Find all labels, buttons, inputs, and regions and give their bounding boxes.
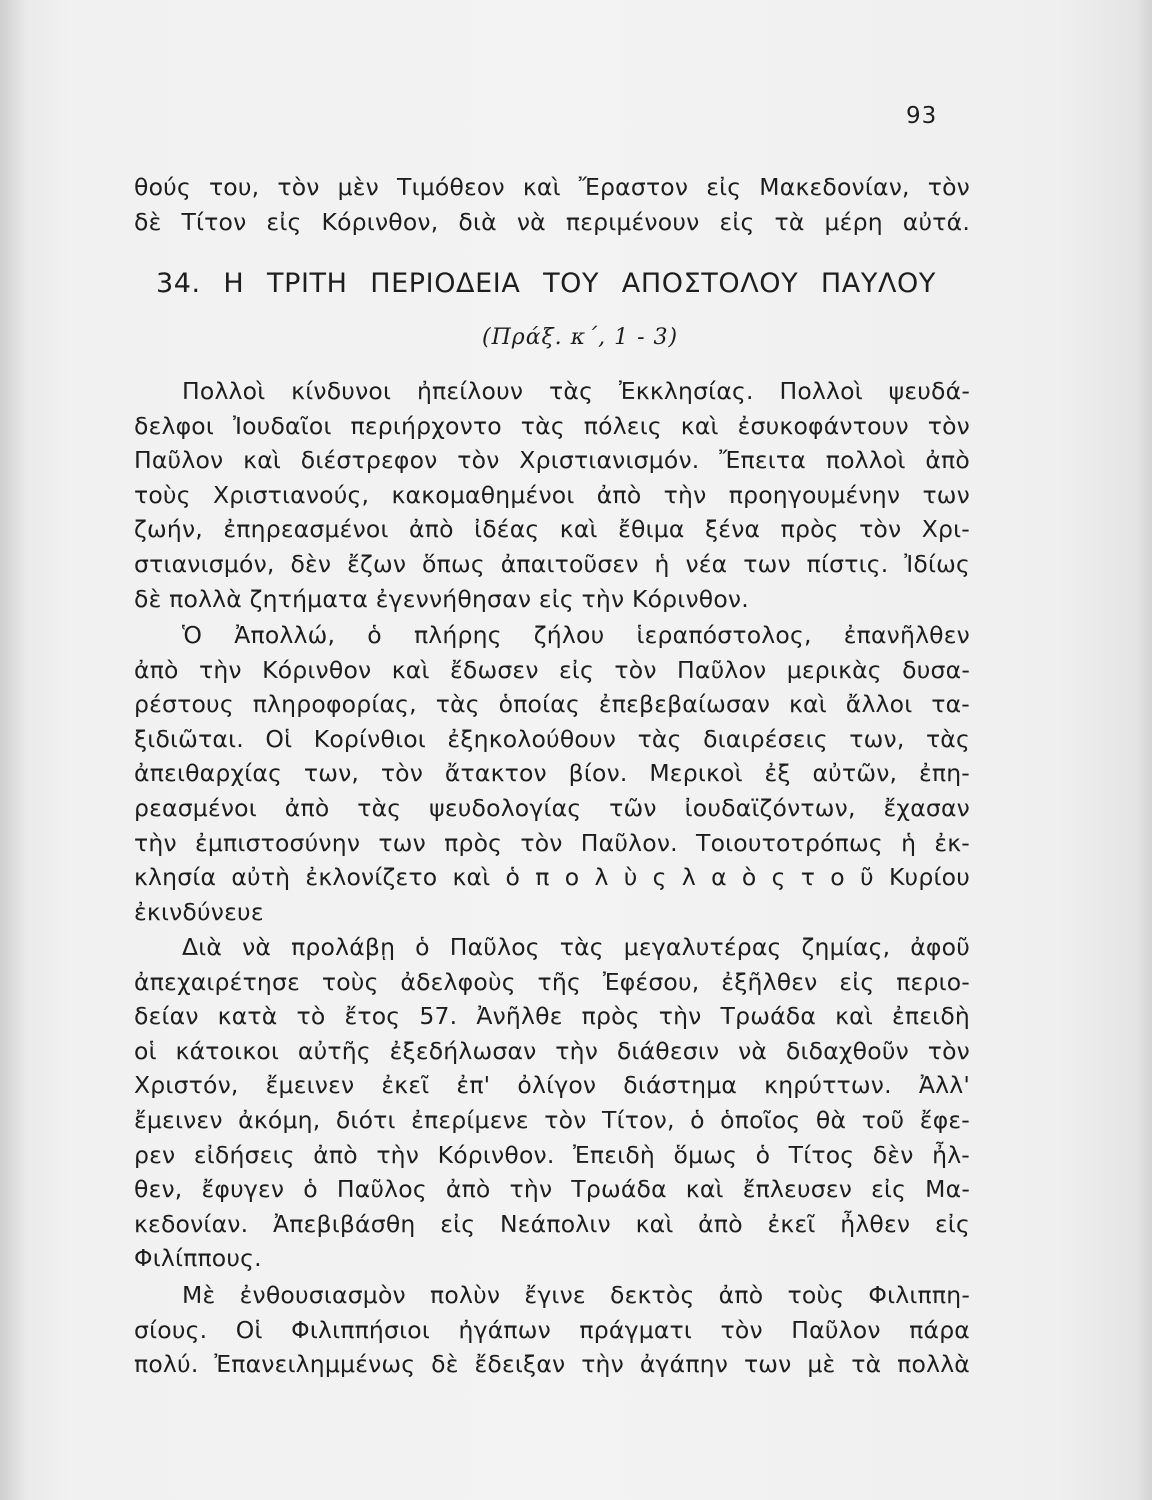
text-line: Παῦλον καὶ διέστρεφον τὸν Χριστιανισμόν. Ἔπειτα πολλοὶ ἀπὸ xyxy=(134,446,970,475)
text-line: θούς του, τὸν μὲν Τιμόθεον καὶ Ἔραστον εἰς Μακεδονίαν, τὸν xyxy=(134,173,970,201)
text-line: ρέστους πληροφορίας, τὰς ὁποίας ἐπεβεβαίωσαν καὶ ἄλλοι τα- xyxy=(134,690,970,719)
text-line: ρεν εἰδήσεις ἀπὸ τὴν Κόρινθον. Ἐπειδὴ ὅμως ὁ Τίτος δὲν ἦλ- xyxy=(134,1140,970,1169)
text-line: δελφοι Ἰουδαῖοι περιήρχοντο τὰς πόλεις καὶ ἐσυκοφάντουν τὸν xyxy=(134,411,970,440)
text-line: Φιλίππους. xyxy=(134,1244,262,1273)
text-line: δὲ Τίτον εἰς Κόρινθον, διὰ νὰ περιμένουν εἰς τὰ μέρη αὐτά. xyxy=(134,207,970,236)
text-line: τοὺς Χριστιανούς, κακομαθημένοι ἀπὸ τὴν προηγουμένην των xyxy=(134,480,970,509)
text-line: οἱ κάτοικοι αὐτῆς ἐξεδήλωσαν τὴν διάθεσιν νὰ διδαχθοῦν τὸν xyxy=(134,1036,970,1065)
text-line: δείαν κατὰ τὸ ἔτος 57. Ἀνῆλθε πρὸς τὴν Τρωάδα καὶ ἐπειδὴ xyxy=(134,1002,970,1031)
text-line: ἀπεχαιρέτησε τοὺς ἀδελφοὺς τῆς Ἐφέσου, ἐξῆλθεν εἰς περιο- xyxy=(134,967,970,996)
paragraph xyxy=(134,374,970,616)
intro-paragraph xyxy=(134,170,970,239)
text-line: τὴν ἐμπιστοσύνην των πρὸς τὸν Παῦλον. Τοιουτοτρόπως ἡ ἐκ- xyxy=(134,828,970,857)
paragraph xyxy=(134,618,970,929)
text-line: ζωήν, ἐπηρεασμένοι ἀπὸ ἰδέας καὶ ἔθιμα ξένα πρὸς τὸν Χρι- xyxy=(134,515,970,544)
text-line: Πολλοὶ κίνδυνοι ἠπείλουν τὰς Ἐκκλησίας. Πολλοὶ ψευδά- xyxy=(182,377,970,405)
page-edge-shadow xyxy=(1136,0,1152,1500)
page-number: 93 xyxy=(906,103,938,129)
text-line: ἐκινδύνευε xyxy=(134,897,264,926)
text-line: Ὁ Ἀπολλώ, ὁ πλήρης ζήλου ἱεραπόστολος, ἐπανῆλθεν xyxy=(182,621,970,649)
text-line: ἀπειθαρχίας των, τὸν ἄτακτον βίον. Μερικοὶ ἐξ αὐτῶν, ἐπη- xyxy=(134,759,970,788)
paragraph xyxy=(134,930,970,1276)
text-line: Μὲ ἐνθουσιασμὸν πολὺν ἔγινε δεκτὸς ἀπὸ τοὺς Φιλιππη- xyxy=(182,1281,970,1309)
paragraph xyxy=(134,1278,970,1382)
spine-shadow xyxy=(0,0,26,1500)
text-line: δὲ πολλὰ ζητήματα ἐγεννήθησαν εἰς τὴν Κόρινθον. xyxy=(134,584,749,613)
section-heading: 34. Η ΤΡΙΤΗ ΠΕΡΙΟΔΕΙΑ ΤΟΥ ΑΠΟΣΤΟΛΟΥ ΠΑΥΛΟΥ xyxy=(156,268,936,299)
scripture-reference: (Πράξ. κ΄, 1 - 3) xyxy=(482,325,679,350)
text-line: ρεασμένοι ἀπὸ τὰς ψευδολογίας τῶν ἰουδαϊζόντων, ἔχασαν xyxy=(134,793,970,822)
text-line: κεδονίαν. Ἀπεβιβάσθη εἰς Νεάπολιν καὶ ἀπὸ ἐκεῖ ἦλθεν εἰς xyxy=(134,1209,970,1238)
text-line: σίους. Οἱ Φιλιππήσιοι ἠγάπων πράγματι τὸν Παῦλον πάρα xyxy=(134,1315,970,1344)
text-line: στιανισμόν, δὲν ἔζων ὅπως ἀπαιτοῦσεν ἡ νέα των πίστις. Ἰδίως xyxy=(134,549,970,578)
text-line: πολύ. Ἐπανειλημμένως δὲ ἔδειξαν τὴν ἀγάπην των μὲ τὰ πολλὰ xyxy=(134,1350,970,1379)
text-line: ἀπὸ τὴν Κόρινθον καὶ ἔδωσεν εἰς τὸν Παῦλον μερικὰς δυσα- xyxy=(134,655,970,684)
text-line: ξιδιῶται. Οἱ Κορίνθιοι ἐξηκολούθουν τὰς διαιρέσεις των, τὰς xyxy=(134,724,970,753)
text-line: θεν, ἔφυγεν ὁ Παῦλος ἀπὸ τὴν Τρωάδα καὶ ἔπλευσεν εἰς Μα- xyxy=(134,1175,970,1204)
text-line: Χριστόν, ἔμεινεν ἐκεῖ ἐπ' ὀλίγον διάστημα κηρύττων. Ἀλλ' xyxy=(134,1071,970,1100)
text-line: ἔμεινεν ἀκόμη, διότι ἐπερίμενε τὸν Τίτον, ὁ ὁποῖος θὰ τοῦ ἔφε- xyxy=(134,1105,970,1134)
text-line: Διὰ νὰ προλάβῃ ὁ Παῦλος τὰς μεγαλυτέρας ζημίας, ἀφοῦ xyxy=(182,933,970,961)
text-line: κλησία αὐτὴ ἐκλονίζετο καὶ ὁ π ο λ ὺ ς λ α ὸ ς τ ο ῦ Κυρίου xyxy=(134,863,970,892)
